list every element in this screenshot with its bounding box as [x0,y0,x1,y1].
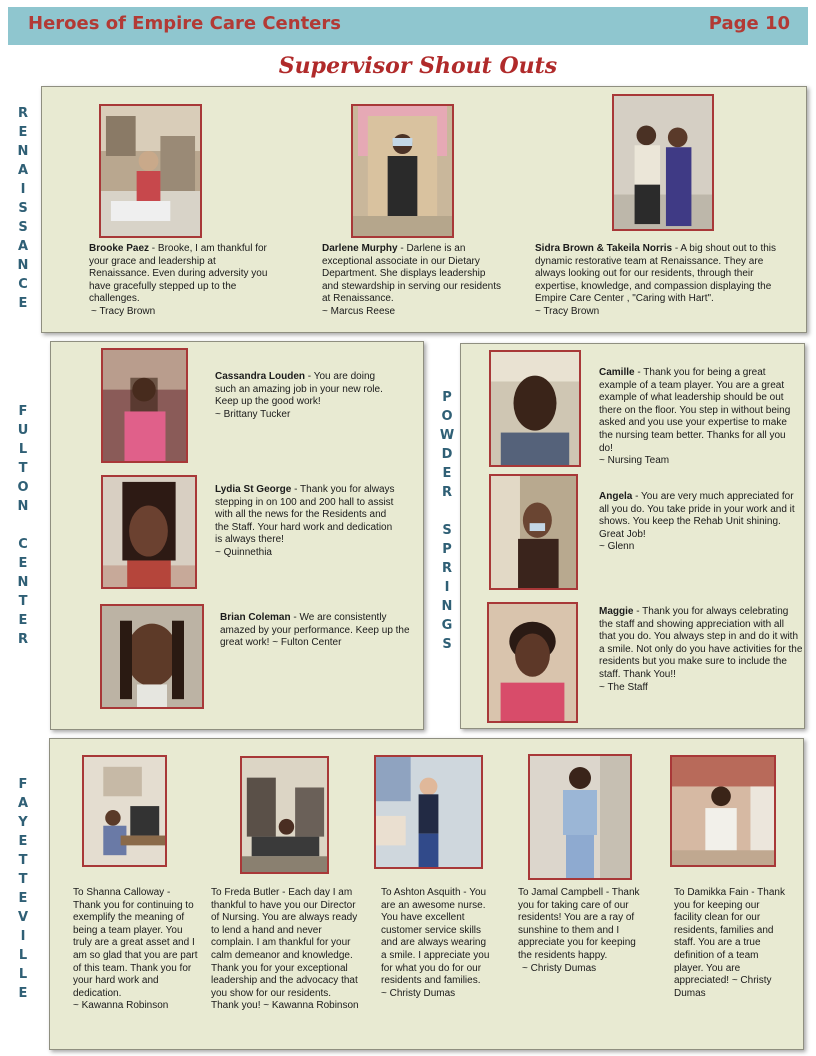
caption-camille: Camille - Thank you for being a great example of a team player. You are a great example of what leadership should be out there on the floor. You step in without being asked and you use your expertise to make the nursing team better. Thanks for all you do! ~ Nursing Team [599,367,791,467]
photo-sidra-brown-takeila-norris [612,94,714,231]
photo-shanna-calloway [82,755,167,867]
section-label-renaissance: R E N A I S S A N C E [17,106,29,311]
page-number: Page 10 [708,13,790,34]
section-label-powder-springs: P O W D E R S P R I N G S [439,390,455,652]
photo-brooke-paez [99,104,202,238]
page-title: Supervisor Shout Outs [278,53,558,79]
photo-angela [489,474,578,590]
photo-maggie [487,602,578,723]
photo-cassandra-louden [101,348,188,463]
caption-sidra-brown-takeila-norris: Sidra Brown & Takeila Norris - A big shout out to this dynamic restorative team at Renaissance. They are always looking out for our residents, through their expertise, knowledge, and compassion displaying the Empire Care Center , "Caring with Hart". ~ Tracy Brown [535,243,777,317]
caption-cassandra-louden: Cassandra Louden - You are doing such an amazing job in your new role. Keep up the good work! ~ Brittany Tucker [215,371,383,420]
photo-freda-butler [240,756,329,874]
photo-camille [489,350,581,467]
photo-darlene-murphy [351,104,454,238]
newsletter-title: Heroes of Empire Care Centers [28,13,341,34]
caption-angela: Angela - You are very much appreciated for all you do. You take pride in your work and it shows. You keep the Rehab Unit shining. Great Job! ~ Glenn [599,491,795,553]
caption-maggie: Maggie - Thank you for always celebrating the staff and showing appreciation with all that you do. You always step in and do it with a smile. Not only do you have activities for the residents but you make sure to include the staff. Thank You!! ~ The Staff [599,606,803,693]
caption-brooke-paez: Brooke Paez - Brooke, I am thankful for your grace and leadership at Renaissance. Even during adversity you have gracefully stepped up to the challenges. ~ Tracy Brown [89,243,268,317]
page-header [8,7,808,45]
caption-damikka-fain: To Damikka Fain - Thank you for keeping our facility clean for our residents, families and staff. You are a true definition of a team player. You are appreciated! ~ Christy Dumas [674,887,785,999]
caption-shanna-calloway: To Shanna Calloway - Thank you for continuing to exemplify the meaning of being a team player. You truly are a great asset and I am so glad that you are part of this team. Thank you for your hard work and dedication. ~ Kawanna Robinson [73,887,198,1012]
photo-ashton-asquith [374,755,483,869]
caption-ashton-asquith: To Ashton Asquith - You are an awesome nurse. You have excellent customer service skills and are always wearing a smile. I appreciate you for what you do for our residents and families. ~ Christy Dumas [381,887,490,999]
caption-darlene-murphy: Darlene Murphy - Darlene is an exceptional associate in our Dietary Department. She displays leadership and stewardship in serving our residents at Renaissance. ~ Marcus Reese [322,243,501,317]
caption-freda-butler: To Freda Butler - Each day I am thankful to have you our Director of Nursing. You are always ready to lend a hand and never complain. I am thankful for your calm demeanor and knowledge. Thank you for your exceptional leadership and the advocacy that you show for our residents. Thank you! ~ Kawanna Robinson [211,887,359,1012]
section-label-fayetteville: F A Y E T T E V I L L E [17,777,29,1001]
caption-lydia-st-george: Lydia St George - Thank you for always stepping in on 100 and 200 hall to assist with all the news for the Residents and the Staff. Your hard work and dedication is always there! ~ Quinnethia [215,484,395,558]
photo-lydia-st-george [101,475,197,589]
photo-jamal-campbell [528,754,632,880]
caption-jamal-campbell: To Jamal Campbell - Thank you for taking care of our residents! You are a ray of sunshine to them and I appreciate you for keeping the residents happy. ~ Christy Dumas [518,887,640,974]
photo-damikka-fain [670,755,776,867]
section-label-fulton-center: F U L T O N C E N T E R [17,404,29,647]
caption-brian-coleman: Brian Coleman - We are consistently amazed by your performance. Keep up the great work! ~ Fulton Center [220,612,410,649]
photo-brian-coleman [100,604,204,709]
